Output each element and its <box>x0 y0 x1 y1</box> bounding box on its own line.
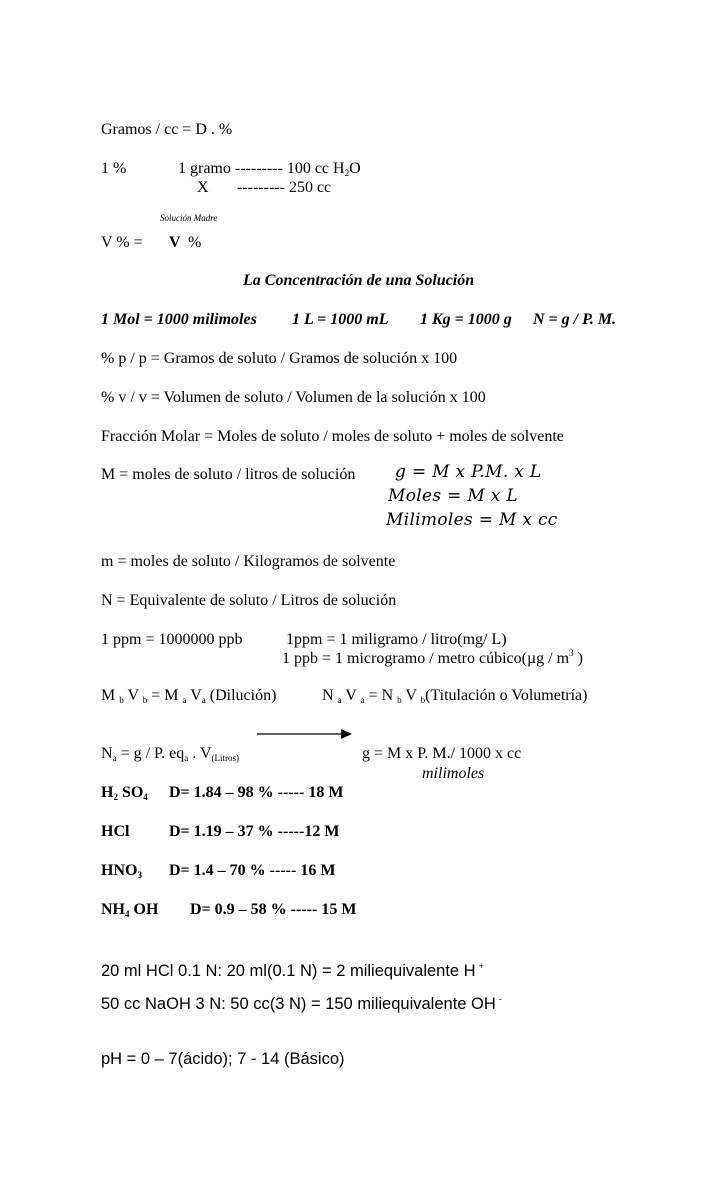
base-nh4oh-formula: $NH_4$ OH <box>101 901 159 919</box>
volume-percent-sign: % <box>188 234 202 251</box>
ppm-def: 1ppm = 1 miligramo / litro(mg/ L) <box>286 631 507 648</box>
unknown-x: X <box>197 179 209 196</box>
ppm-ppb: 1 ppm = 1000000 ppb <box>101 631 243 648</box>
mole-fraction: Fracción Molar = Moles de soluto / moles de soluto + moles de solvente <box>101 428 564 445</box>
eq-normality: N = g / P. M. <box>533 311 617 328</box>
normality-expanded: $N_a = g / P$. $eq_a$ . $V_{(Litros)}$ <box>101 745 240 763</box>
molality: m = moles de soluto / Kilogramos de solvente <box>101 553 396 570</box>
grams-formula: g = M x P. M./ 1000 x cc <box>362 745 522 762</box>
normality: N = Equivalente de soluto / Litros de solución <box>101 592 397 609</box>
solucion-madre-note: Solución Madre <box>160 213 218 223</box>
handwritten-grams: g = M x P.M. x L <box>395 462 542 482</box>
eq-kg: 1 Kg = 1000 g <box>420 311 512 328</box>
ph-range: pH = 0 – 7(ácido); 7 - 14 (Básico) <box>101 1050 345 1068</box>
milimoles-note: milimoles <box>422 765 485 782</box>
acid-hcl-data: D= 1.19 – 37 % -----12 M <box>169 823 340 840</box>
acid-hno3-data: D= 1.4 – 70 % ----- 16 M <box>169 862 336 879</box>
acid-h2so4-formula: $H_2$ $SO_4$ <box>101 784 148 802</box>
acid-hno3-formula: $HNO_3$ <box>101 862 142 880</box>
eq-mol: 1 Mol = 1000 milimoles <box>101 311 257 328</box>
titration-formula: N $_a$ V $_a$ = N $_b$ V $_b$(Titulación o Volumetría) <box>322 687 588 705</box>
eq-liter: 1 L = 1000 mL <box>292 311 389 328</box>
molarity: M = moles de soluto / litros de solución <box>101 466 356 483</box>
base-nh4oh-data: D= 0.9 – 58 % ----- 15 M <box>190 901 357 918</box>
volume-percent-v: V <box>169 234 181 251</box>
section-title: La Concentración de una Solución <box>243 272 475 289</box>
ratio-250cc: --------- 250 cc <box>237 179 332 196</box>
acid-h2so4-data: D= 1.84 – 98 % ----- 18 M <box>169 784 344 801</box>
percent-pp: % p / p = Gramos de soluto / Gramos de solución x 100 <box>101 350 458 367</box>
acid-hcl-formula: HCl <box>101 823 130 840</box>
arrow-icon <box>257 727 353 741</box>
hcl-example: 20 ml HCl 0.1 N: 20 ml(0.1 N) = 2 miliequivalente H + <box>101 961 484 980</box>
naoh-example: 50 cc NaOH 3 N: 50 cc(3 N) = 150 miliequivalente OH - <box>101 994 502 1013</box>
percent-label: 1 % <box>101 160 127 177</box>
handwritten-moles: Moles = M x L <box>388 486 518 506</box>
dilution-formula: M $_b$ V $_b$ = M $_a$ $V_a$ (Dilución) <box>101 687 277 705</box>
handwritten-milimoles: Milimoles = M x cc <box>386 510 558 530</box>
ppb-def: 1 ppb = 1 microgramo / metro cúbico(µg / $m^3$ ) <box>282 648 583 667</box>
density-formula: Gramos / cc = D . % <box>101 121 233 138</box>
percent-vv: % v / v = Volumen de soluto / Volumen de la solución x 100 <box>101 389 486 406</box>
volume-percent-left: V % = <box>101 234 143 251</box>
gram-ratio-line: 1 gramo --------- 100 cc $H_2O$ <box>178 160 361 178</box>
